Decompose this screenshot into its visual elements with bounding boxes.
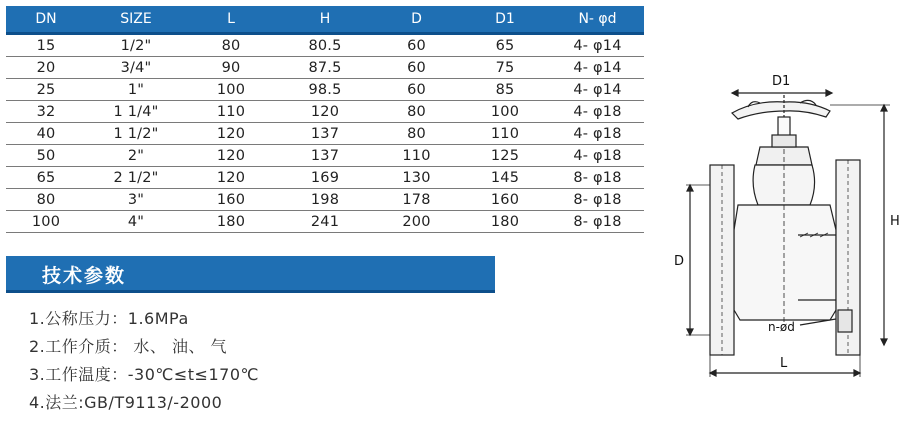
table-cell: 4- φ18 [551,123,644,145]
table-cell: 65 [459,34,551,57]
table-cell: 8- φ18 [551,189,644,211]
table-cell: 169 [276,167,374,189]
table-cell: 4- φ18 [551,145,644,167]
table-cell: 80 [186,34,276,57]
table-row [6,211,644,233]
table-cell: 198 [276,189,374,211]
table-cell: 80 [374,123,459,145]
table-cell: 100 [6,211,86,233]
table-cell: 20 [6,57,86,79]
table-cell: 4" [86,211,186,233]
table-cell: 137 [276,123,374,145]
col-header-h: H [276,6,374,34]
table-cell: 120 [186,145,276,167]
table-cell: 80 [6,189,86,211]
table-cell: 125 [459,145,551,167]
table-cell: 145 [459,167,551,189]
table-cell: 65 [6,167,86,189]
table-cell: 180 [459,211,551,233]
table-cell: 120 [186,167,276,189]
table-cell: 25 [6,79,86,101]
table-cell: 98.5 [276,79,374,101]
label-n-phi-d: n-ød [768,320,795,334]
table-row [6,101,644,123]
table-cell: 137 [276,145,374,167]
col-header-size: SIZE [86,6,186,34]
col-header-dn: DN [6,6,86,34]
table-body [6,34,644,233]
param-temperature: 3.工作温度：-30℃≤t≤170℃ [29,365,259,384]
table-cell: 75 [459,57,551,79]
table-cell: 178 [374,189,459,211]
label-h: H [890,214,900,229]
table-cell: 110 [459,123,551,145]
table-cell: 120 [276,101,374,123]
table-cell: 80 [374,101,459,123]
table-cell: 40 [6,123,86,145]
table-cell: 50 [6,145,86,167]
table-cell: 110 [186,101,276,123]
section-header [6,256,495,293]
table-cell: 4- φ18 [551,101,644,123]
table-cell: 200 [374,211,459,233]
table-cell: 100 [186,79,276,101]
label-d: D [674,254,685,269]
table-row [6,34,644,57]
table-cell: 60 [374,79,459,101]
table-cell: 15 [6,34,86,57]
col-header-d: D [374,6,459,34]
param-flange-standard: 4.法兰:GB/T9113/-2000 [29,393,223,412]
table-header-row [6,6,644,34]
table-cell: 90 [186,57,276,79]
table-cell: 60 [374,57,459,79]
table-cell: 60 [374,34,459,57]
table-cell: 241 [276,211,374,233]
table-cell: 100 [459,101,551,123]
col-header-l: L [186,6,276,34]
table-row [6,79,644,101]
table-cell: 4- φ14 [551,79,644,101]
table-cell: 110 [374,145,459,167]
table-cell: 160 [459,189,551,211]
table-cell: 32 [6,101,86,123]
param-pressure: 1.公称压力：1.6MPa [29,309,189,328]
table-cell: 180 [186,211,276,233]
table-cell: 1 1/2" [86,123,186,145]
col-header-d1: D1 [459,6,551,34]
table-row [6,123,644,145]
spec-table [6,6,644,233]
table-cell: 3" [86,189,186,211]
table-row [6,189,644,211]
table-cell: 8- φ18 [551,211,644,233]
table-cell: 8- φ18 [551,167,644,189]
table-cell: 80.5 [276,34,374,57]
param-medium: 2.工作介质： 水、 油、 气 [29,337,228,356]
table-cell: 85 [459,79,551,101]
table-cell: 4- φ14 [551,34,644,57]
table-cell: 1/2" [86,34,186,57]
table-cell: 160 [186,189,276,211]
table-cell: 1 1/4" [86,101,186,123]
table-row [6,145,644,167]
table-cell: 87.5 [276,57,374,79]
table-cell: 120 [186,123,276,145]
table-cell: 2" [86,145,186,167]
table-cell: 3/4" [86,57,186,79]
table-cell: 130 [374,167,459,189]
table-row [6,167,644,189]
table-cell: 1" [86,79,186,101]
section-title: 技术参数 [42,265,127,287]
valve-drawing [660,55,910,385]
params-list [29,305,259,417]
table-cell: 4- φ14 [551,57,644,79]
label-d1: D1 [772,74,791,89]
label-l: L [780,356,788,371]
col-header-n-phi-d: N- φd [551,6,644,34]
table-cell: 2 1/2" [86,167,186,189]
table-row [6,57,644,79]
